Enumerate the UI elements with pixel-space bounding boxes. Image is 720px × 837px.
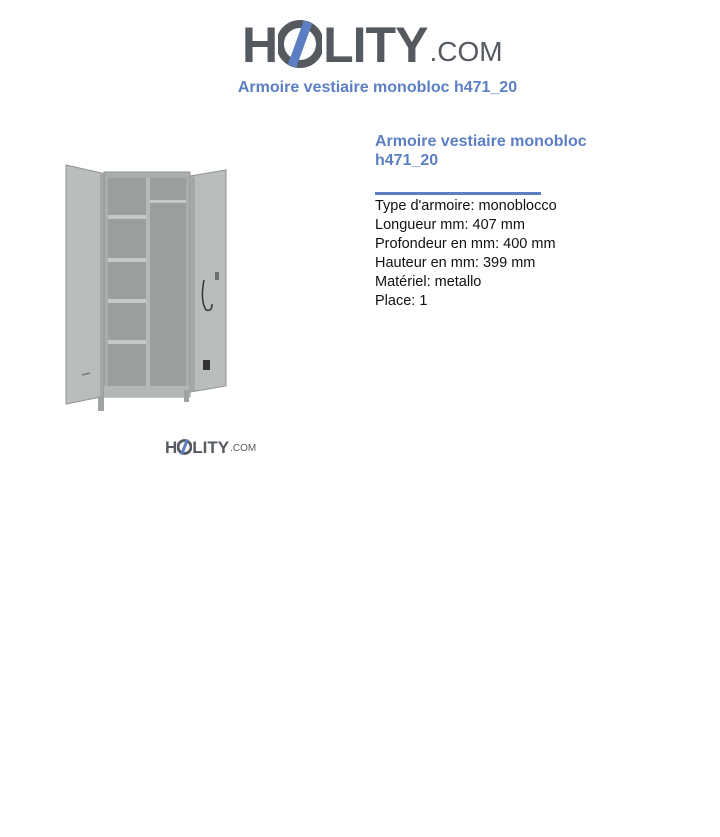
logo-letter-h: H <box>242 17 278 73</box>
watermark-letters: LITY <box>192 438 230 457</box>
page-title: Armoire vestiaire monobloc h471_20 <box>237 79 518 96</box>
logo-letters: LITY <box>323 17 428 73</box>
logo-suffix: .COM <box>429 36 503 67</box>
site-logo[interactable] <box>242 10 503 73</box>
spec-type: Type d'armoire: monoblocco <box>375 198 557 214</box>
watermark-letter-h: H <box>165 438 178 457</box>
locker-cabinet-image <box>60 160 232 416</box>
spec-length: Longueur mm: 407 mm <box>375 217 525 233</box>
watermark-o-icon <box>177 439 192 455</box>
watermark-logo <box>165 434 256 456</box>
spec-height: Hauteur en mm: 399 mm <box>375 255 536 271</box>
spec-material: Matériel: metallo <box>375 274 482 290</box>
product-title-line2: h471_20 <box>375 152 439 169</box>
spec-place: Place: 1 <box>375 293 428 309</box>
product-title-line1: Armoire vestiaire monobloc <box>375 133 587 150</box>
watermark-suffix: .COM <box>230 443 257 454</box>
spec-depth: Profondeur en mm: 400 mm <box>375 236 556 252</box>
product-title <box>375 132 675 170</box>
title-divider <box>375 192 541 195</box>
product-info <box>375 132 675 311</box>
logo-o-icon <box>278 20 322 68</box>
